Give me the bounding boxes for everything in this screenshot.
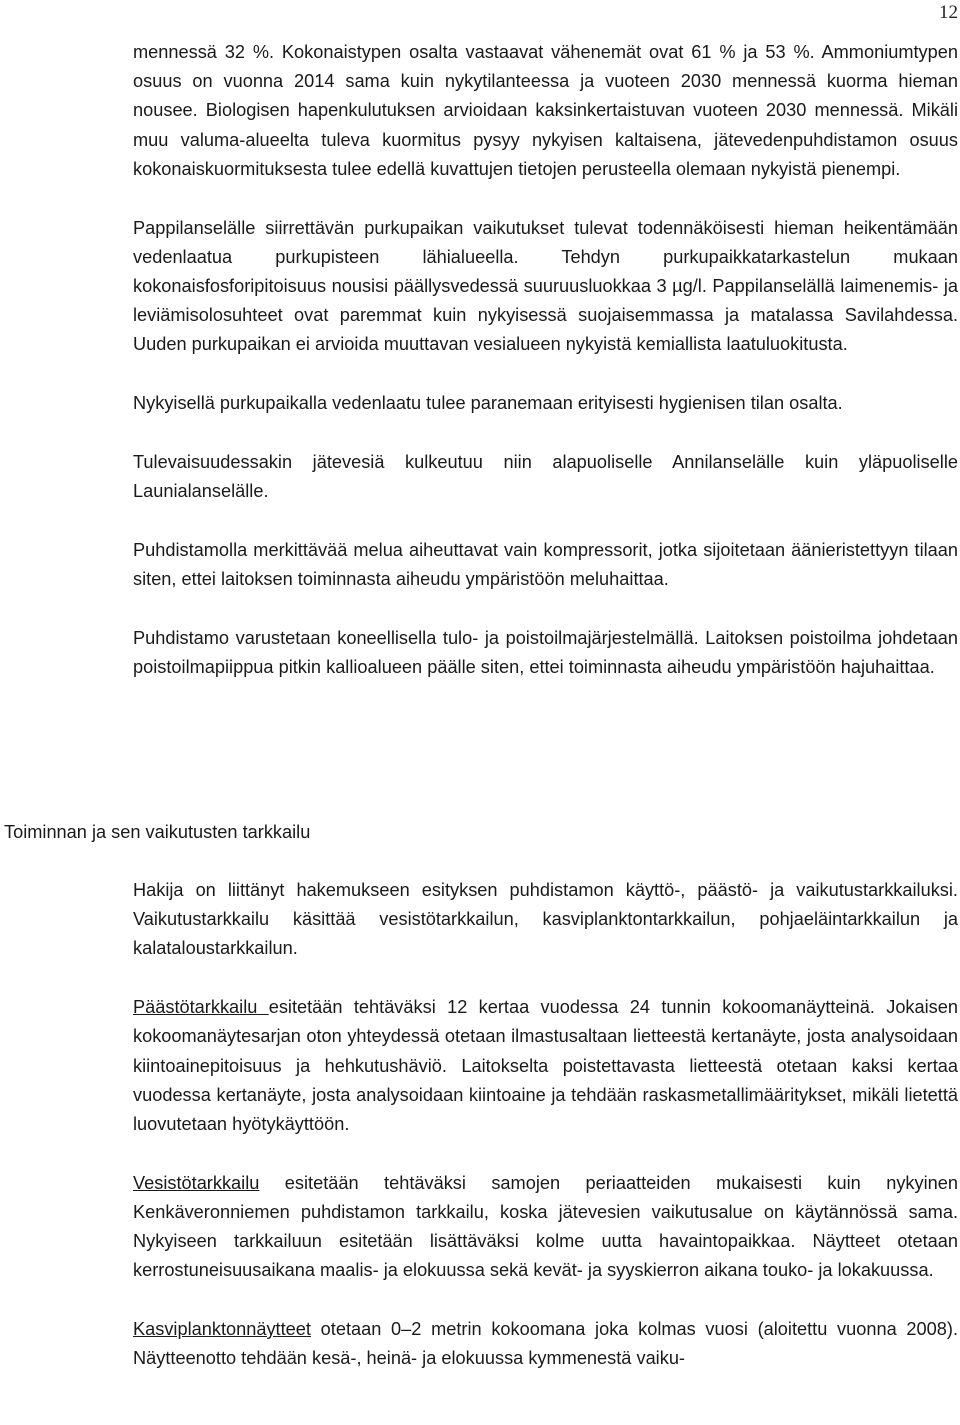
paragraph-water-monitoring — [133, 1169, 958, 1286]
emission-monitoring-text: esitetään tehtäväksi 12 kertaa vuodessa 24 tunnin kokoomanäytteinä. Jokaisen kokoomanäytesarjan oton yhteydessä otetaan ilmastusaltaan lietteestä kertanäyte, josta analysoidaan kiintoainepitoisuus ja hehkutushäviö. Laitokselta poistettavasta lietteestä otetaan kaksi kertaa vuodessa kertanäyte, josta analysoidaan kiintoaine ja tehdään raskasmetallimääritykset, mikäli lietettä luovutetaan hyötykäyttöön. — [133, 997, 959, 1134]
term-vesistotarkkailu: Vesistötarkkailu — [133, 1172, 260, 1193]
phytoplankton-text: otetaan 0–2 metrin kokoomana joka kolmas vuosi (aloitettu vuonna 2008). Näytteenotto tehdään kesä-, heinä- ja elokuussa kymmenestä vaiku- — [133, 1318, 958, 1369]
monitoring-section-body — [133, 876, 958, 1373]
term-paastotarkkailu: Päästötarkkailu — [133, 997, 269, 1018]
paragraph-phytoplankton — [133, 1315, 958, 1373]
paragraph-ventilation: Puhdistamo varustetaan koneellisella tulo- ja poistoilmajärjestelmällä. Laitoksen poistoilma johdetaan poistoilmapiippua pitkin kallioalueen päälle siten, ettei toiminnasta aiheudu ympäristöön hajuhaittaa. — [133, 627, 958, 677]
paragraph-pappilanselka-discharge: Pappilanselälle siirrettävän purkupaikan vaikutukset tulevat todennäköisesti hieman heikentämään vedenlaatua purkupisteen lähialueella. Tehdyn purkupaikkatarkastelun mukaan kokonaisfosforipitoisuus nousisi päällysvedessä suuruusluokkaa 3 µg/l. Pappilanselällä laimenemis- ja leviämisolosuhteet ovat paremmat kuin nykyisessä suojaisemmassa ja matalassa Savilahdessa. Uuden purkupaikan ei arvioida muuttavan vesialueen nykyistä kemiallista laatuluokitusta. — [133, 217, 958, 355]
paragraph-current-discharge-site: Nykyisellä purkupaikalla vedenlaatu tulee paranemaan erityisesti hygienisen tilan osalta. — [133, 393, 843, 414]
paragraph-noise: Puhdistamolla merkittävää melua aiheuttavat vain kompressorit, jotka sijoitetaan äänieristettyyn tilaan siten, ettei laitoksen toiminnasta aiheudu ympäristöön meluhaittaa. — [133, 539, 958, 589]
paragraph-load-estimates: mennessä 32 %. Kokonaistypen osalta vastaavat vähenemät ovat 61 % ja 53 %. Ammoniumtypen osuus on vuonna 2014 sama kuin nykytilanteessa ja vuoteen 2030 mennessä kuorma hieman nousee. Biologisen hapenkulutuksen arvioidaan kaksinkertaistuvan vuoteen 2030 mennessä. Mikäli muu valuma-alueelta tuleva kuormitus pysyy nykyisen kaltaisena, jätevedenpuhdistamon osuus kokonaiskuormituksesta tulee edellä kuvattujen tietojen perusteella olemaan nykyistä pienempi. — [133, 42, 958, 179]
paragraph-monitoring-intro: Hakija on liittänyt hakemukseen esityksen puhdistamon käyttö-, päästö- ja vaikutustarkkailuksi. Vaikutustarkkailu käsittää vesistötarkkailun, kasviplanktontarkkailun, pohjaeläintarkkailun ja kalataloustarkkailun. — [133, 880, 958, 959]
paragraph-emission-monitoring — [133, 993, 958, 1139]
term-kasviplanktonnaytteet: Kasviplanktonnäytteet — [133, 1318, 311, 1339]
document-body — [133, 38, 958, 682]
section-heading: Toiminnan ja sen vaikutusten tarkkailu — [4, 822, 311, 842]
page-number: 12 — [939, 2, 958, 23]
water-monitoring-text: esitetään tehtäväksi samojen periaatteiden mukaisesti kuin nykyinen Kenkäveronniemen puhdistamon tarkkailu, koska jätevesien vaikutusalue on käytännössä sama. Nykyiseen tarkkailuun esitetään lisättäväksi kolme uutta havaintopaikkaa. Näytteet otetaan kerrostuneisuusaikana maalis- ja elokuussa sekä kevät- ja syyskierron aikana touko- ja lokakuussa. — [133, 1172, 958, 1281]
paragraph-wastewater-flow: Tulevaisuudessakin jätevesiä kulkeutuu niin alapuoliselle Annilanselälle kuin yläpuoliselle Launialanselälle. — [133, 451, 958, 501]
